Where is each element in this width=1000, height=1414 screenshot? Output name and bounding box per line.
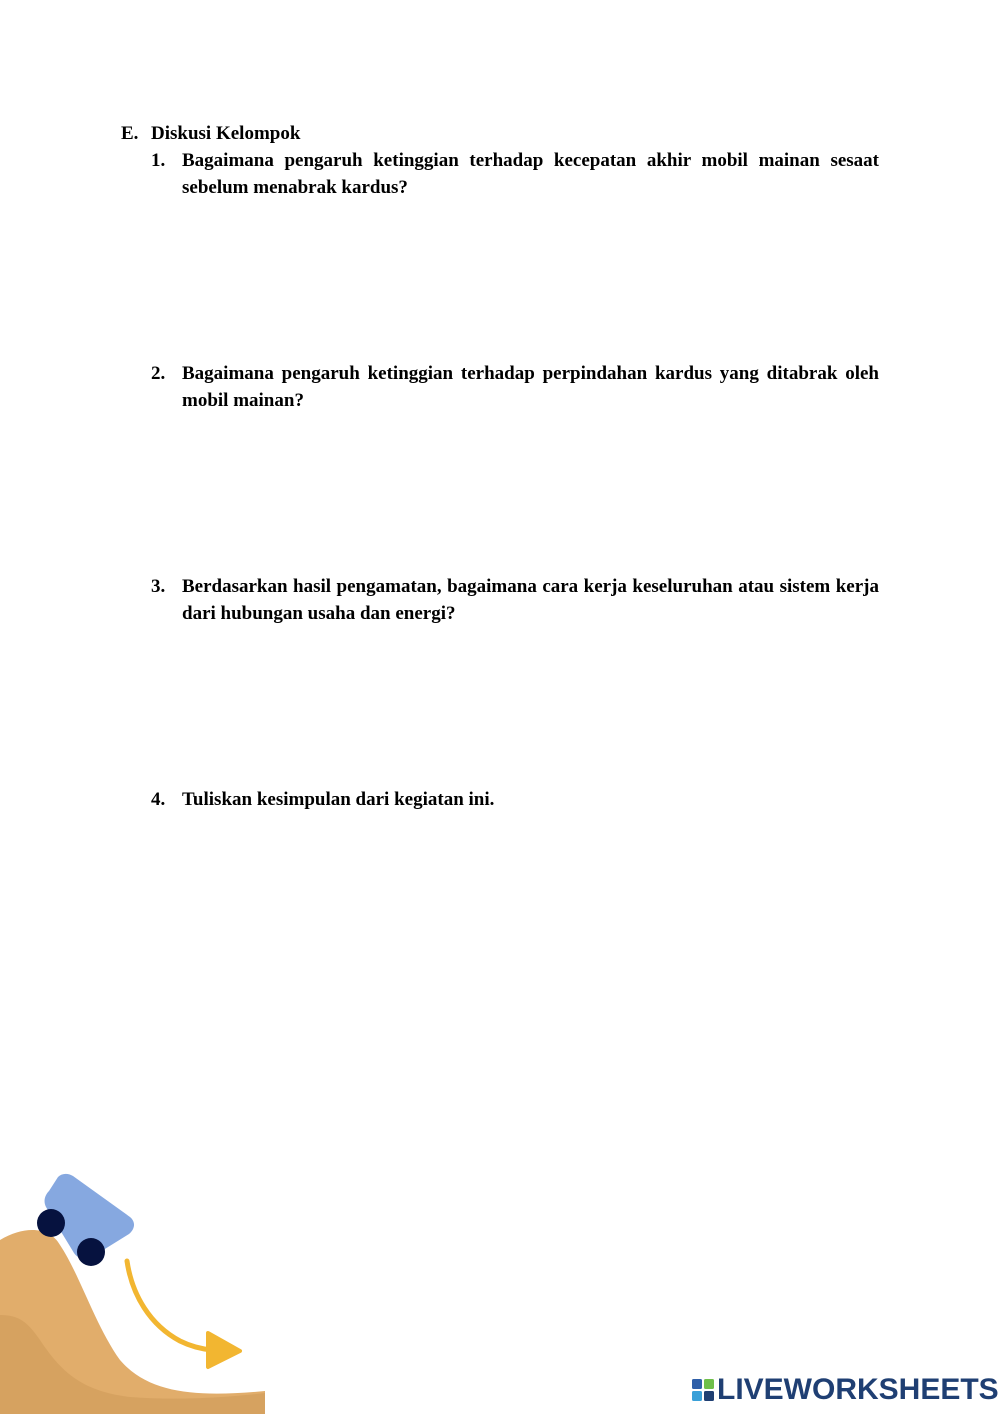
question-3 bbox=[151, 573, 879, 627]
question-text: Bagaimana pengaruh ketinggian terhadap kecepatan akhir mobil mainan sesaat sebelum menabrak kardus? bbox=[182, 150, 879, 198]
liveworksheets-logo bbox=[692, 1372, 999, 1408]
question-number: 2. bbox=[151, 363, 166, 384]
question-text: Tuliskan kesimpulan dari kegiatan ini. bbox=[182, 789, 495, 810]
section-title: Diskusi Kelompok bbox=[151, 123, 301, 144]
liveworksheets-blocks-icon bbox=[692, 1379, 714, 1401]
question-number: 3. bbox=[151, 576, 166, 597]
question-text: Bagaimana pengaruh ketinggian terhadap perpindahan kardus yang ditabrak oleh mobil mainan? bbox=[182, 363, 879, 411]
question-1 bbox=[151, 147, 879, 201]
toy-car-hill-illustration bbox=[0, 1165, 270, 1414]
question-number: 4. bbox=[151, 789, 166, 810]
liveworksheets-wordmark: LIVEWORKSHEETS bbox=[717, 1373, 999, 1406]
motion-arrow-line bbox=[127, 1261, 212, 1350]
motion-arrow-head bbox=[208, 1333, 240, 1367]
section-letter: E. bbox=[121, 123, 139, 144]
section-heading bbox=[121, 121, 300, 147]
toy-car-wheel bbox=[77, 1238, 105, 1266]
question-number: 1. bbox=[151, 150, 166, 171]
question-text: Berdasarkan hasil pengamatan, bagaimana cara kerja keseluruhan atau sistem kerja dari hubungan usaha dan energi? bbox=[182, 576, 879, 624]
question-4 bbox=[151, 786, 879, 813]
toy-car-wheel bbox=[37, 1209, 65, 1237]
question-2 bbox=[151, 360, 879, 414]
